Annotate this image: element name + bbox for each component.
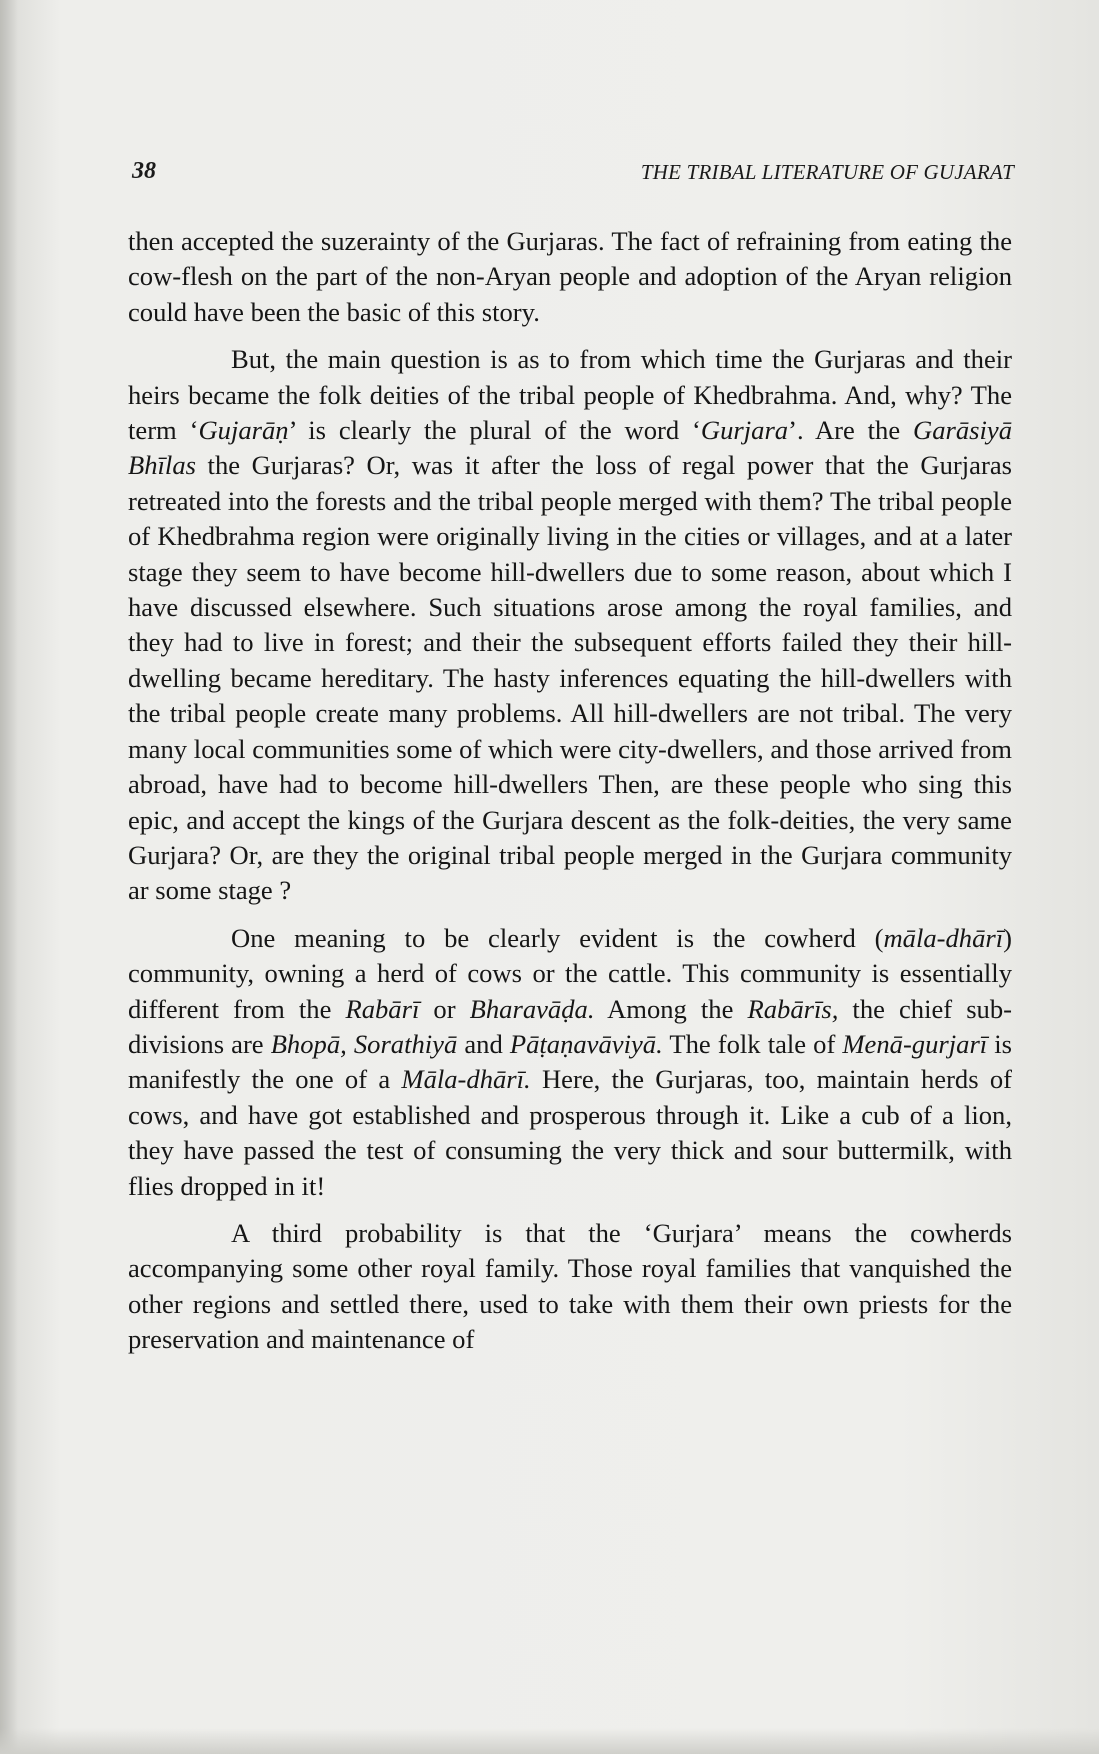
paragraph — [128, 921, 1012, 1204]
italic-term: māla-dhārī — [883, 922, 1004, 953]
italic-term: Gurjara — [700, 415, 789, 446]
italic-term: Rabārī — [345, 993, 420, 1024]
paragraph — [128, 1216, 1012, 1358]
italic-term: Menā-gurjarī — [842, 1028, 988, 1059]
italic-term: Bharavāḍa. — [469, 993, 595, 1024]
text-run: and — [457, 1028, 510, 1059]
page-bottom-edge — [0, 1728, 1099, 1754]
paragraph — [128, 224, 1012, 330]
book-title: THE TRIBAL LITERATURE OF GUJARAT — [640, 160, 1014, 184]
text-run: ’. Are the — [788, 415, 913, 446]
italic-term: Māla-dhārī. — [401, 1064, 531, 1095]
text-run: Here, the Gurjaras, too, maintain herds of cows, and have got established and prosperous through it. Like a cub of a lion, they have passed the test of consuming the very thick and sour buttermilk, with flies dropped in it! — [128, 1064, 1012, 1201]
spine-shadow — [0, 0, 18, 1754]
page-number: 38 — [132, 158, 156, 184]
italic-term: Pāṭaṇavāviyā. — [509, 1028, 663, 1059]
running-head — [132, 158, 1014, 190]
text-run: Among the — [594, 993, 748, 1024]
text-run: But, the main question is as to from which time the Gurjaras and their heirs became the folk deities of the tribal people of Khedbrahma. And, why? The term ‘ — [128, 344, 1012, 446]
text-run: ) community, owning a herd of cows or the cattle. This community is essentially different from the — [128, 922, 1012, 1024]
text-run: the Gurjaras? Or, was it after the loss of regal power that the Gurjaras retreated into the forests and the tribal people merged with them? The tribal people of Khedbrahma region were originally living in the cities or villages, and at a later stage they seem to have become hill-dwellers due to some reason, about which I have discussed elsewhere. Such situations arose among the royal families, and they had to live in forest; and their the subsequent efforts failed they their hill-dwelling became hereditary. The hasty inferences equating the hill-dwellers with the tribal people create many problems. All hill-dwellers are not tribal. The very many local communities some of which were city-dwellers, and those arrived from abroad, have had to become hill-dwellers Then, are these people who sing this epic, and accept the kings of the Gurjara descent as the folk-deities, the very same Gurjara? Or, are they the original tribal people merged in the Gurjara community ar some stage ? — [128, 450, 1012, 906]
text-run: A third probability is that the ‘Gurjara’ means the cowherds accompanying some other royal family. Those royal families that vanquished the other regions and settled there, used to take with them their own priests for the preservation and maintenance of — [128, 1217, 1012, 1355]
text-run: is manifestly the one of a — [128, 1028, 1013, 1095]
italic-term: Gujarāṇ — [198, 415, 289, 446]
italic-term: Garāsiyā Bhīlas — [128, 415, 1012, 481]
text-run: ’ is clearly the plural of the word ‘ — [288, 415, 701, 446]
text-run: the chief sub-divisions are — [128, 993, 1013, 1059]
text-run: then accepted the suzerainty of the Gurjaras. The fact of refraining from eating the cow-flesh on the part of the non-Aryan people and adoption of the Aryan religion could have been the basic of this story. — [128, 226, 1012, 327]
italic-term: Rabārīs, — [747, 993, 839, 1024]
paragraph — [128, 342, 1012, 909]
text-run: One meaning to be clearly evident is the cowherd ( — [231, 922, 884, 953]
italic-term: Bhopā, Sorathiyā — [270, 1028, 458, 1059]
body-text — [128, 224, 1012, 1358]
text-run: or — [419, 993, 470, 1024]
text-run: The folk tale of — [662, 1028, 843, 1059]
